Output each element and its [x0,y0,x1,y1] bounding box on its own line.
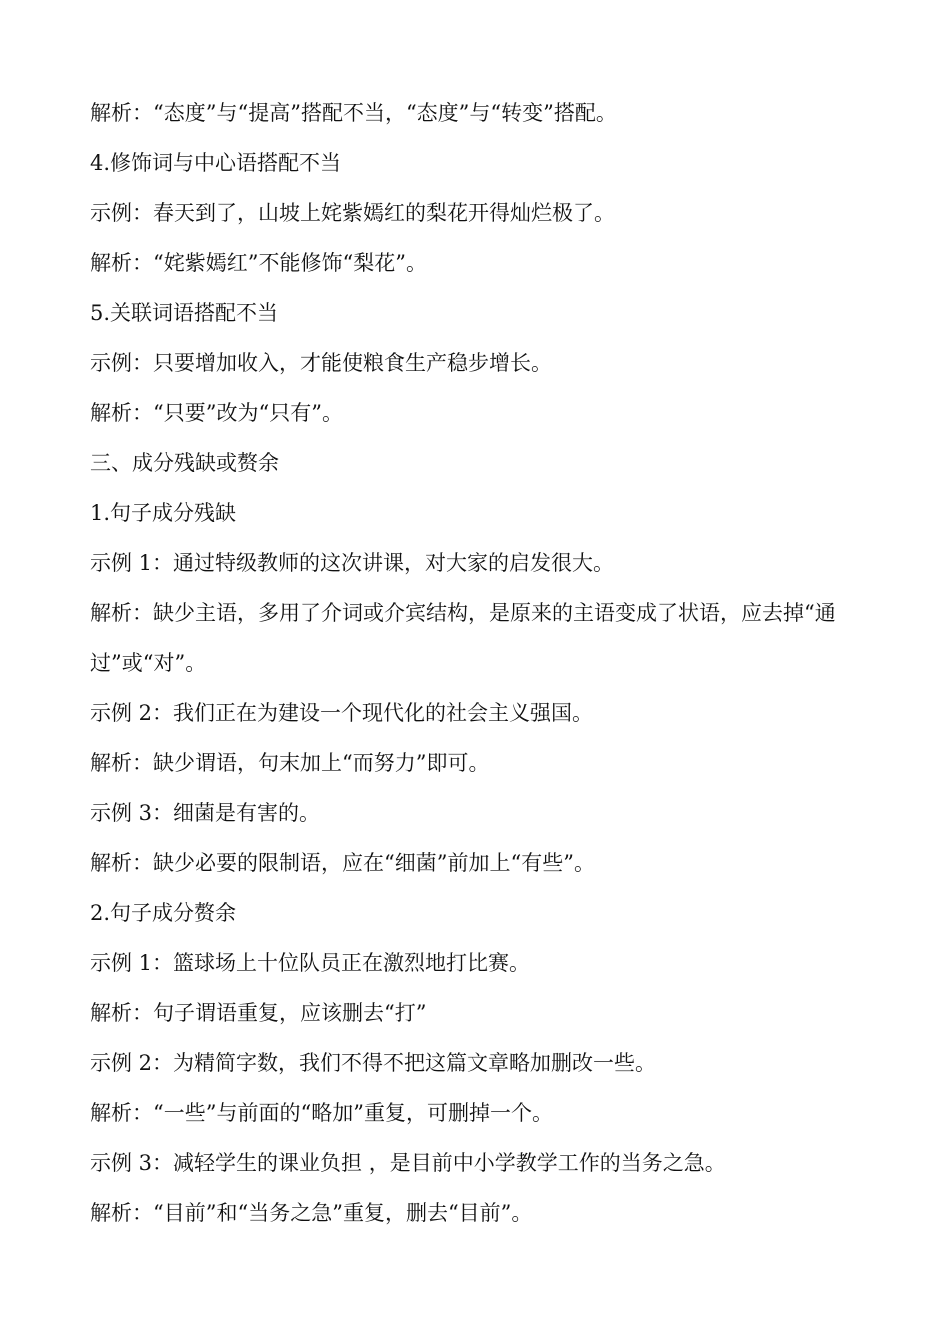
document-body [90,88,865,1238]
example-line: 示例 3：细菌是有害的。 [90,801,321,825]
analysis-line: 解析：缺少必要的限制语，应在“细菌”前加上“有些”。 [90,851,595,875]
example-line: 示例 2：为精简字数，我们不得不把这篇文章略加删改一些。 [90,1051,657,1075]
example-line: 示例：春天到了，山坡上姹紫嫣红的梨花开得灿烂极了。 [90,201,615,225]
example-line: 示例 2：我们正在为建设一个现代化的社会主义强国。 [90,701,594,725]
analysis-line: 解析：“一些”与前面的“略加”重复，可删掉一个。 [90,1101,553,1125]
analysis-line: 解析：“姹紫嫣红”不能修饰“梨花”。 [90,251,427,275]
subsection-heading: 2.句子成分赘余 [90,901,237,925]
subsection-heading: 4.修饰词与中心语搭配不当 [90,151,342,175]
subsection-heading: 5.关联词语搭配不当 [90,301,279,325]
example-line: 示例 1：通过特级教师的这次讲课，对大家的启发很大。 [90,551,615,575]
section-heading: 三、成分残缺或赘余 [90,451,279,475]
analysis-line: 解析：“态度”与“提高”搭配不当，“态度”与“转变”搭配。 [90,101,617,125]
analysis-line: 解析：缺少主语，多用了介词或介宾结构，是原来的主语变成了状语，应去掉“通过”或“对”。 [90,601,836,675]
example-line: 示例：只要增加收入，才能使粮食生产稳步增长。 [90,351,552,375]
analysis-line: 解析：“目前”和“当务之急”重复，删去“目前”。 [90,1201,533,1225]
example-line: 示例 1：篮球场上十位队员正在激烈地打比赛。 [90,951,531,975]
example-line: 示例 3：减轻学生的课业负担 ，是目前中小学教学工作的当务之急。 [90,1151,726,1175]
analysis-line: 解析：缺少谓语，句末加上“而努力”即可。 [90,751,490,775]
subsection-heading: 1.句子成分残缺 [90,501,237,525]
analysis-line: 解析：句子谓语重复，应该删去“打” [90,1001,427,1025]
analysis-line: 解析：“只要”改为“只有”。 [90,401,343,425]
